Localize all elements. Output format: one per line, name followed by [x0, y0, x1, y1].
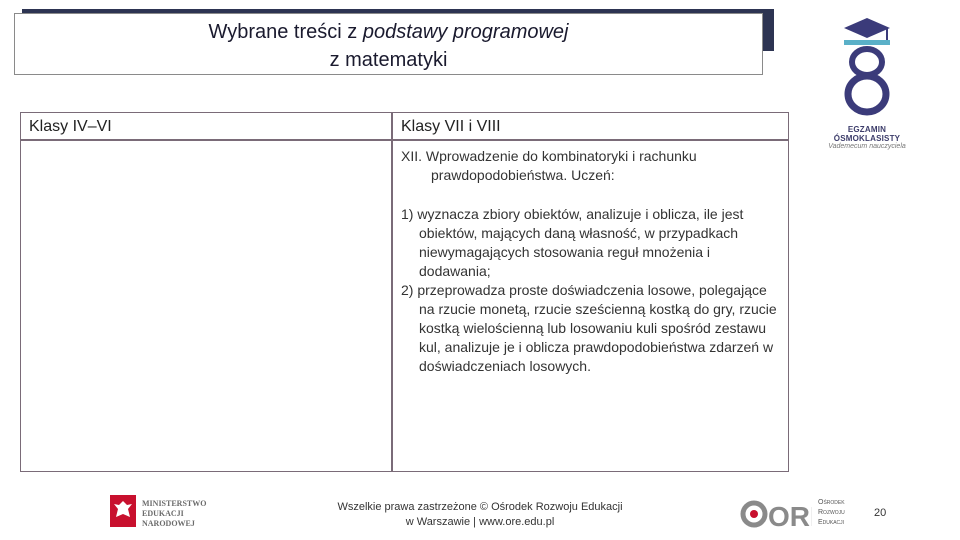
column-grades-4-6: [21, 141, 393, 471]
ministry-logo: [110, 495, 220, 531]
column-grades-7-8: [395, 143, 785, 471]
copyright-line: w Warszawie | www.ore.edu.pl: [405, 516, 555, 528]
ore-logo: [740, 496, 860, 532]
title-line2: z matematyki: [329, 49, 448, 71]
exam-logo: [826, 14, 908, 150]
page-number: 20: [874, 507, 887, 519]
header-grades-4-6: Klasy IV–VI: [21, 113, 393, 141]
polish-eagle-icon: [110, 495, 136, 527]
slide-title: [14, 13, 763, 75]
ore-line: Edukacji: [818, 519, 845, 526]
curriculum-table: [20, 112, 789, 472]
ore-wordmark-icon: [740, 496, 812, 532]
copyright-notice: [330, 500, 630, 530]
header-grades-7-8: Klasy VII i VIII: [393, 113, 788, 141]
ore-logo-text: OR: [768, 501, 810, 532]
ore-line: Rozwoju: [818, 509, 845, 516]
title-line1-italic: podstawy programowej: [362, 21, 569, 43]
list-item: 2) przeprowadza proste doświadczenia losowe, polegające na rzucie monetą, rzucie sześcienną kostką do gry, rzucie kostką wielościenną lub losowaniu kuli spośród zestawu kul, analizuje je i oblicza prawdopodobieństwa zdarzeń w doświadczeniach losowych.: [401, 282, 777, 374]
list-item: 1) wyznacza zbiory obiektów, analizuje i oblicza, ile jest obiektów, mających daną własność, w przypadkach niewymagających stosowania reguł mnożenia i dodawania;: [401, 206, 744, 279]
graduation-cap-eight-icon: [826, 14, 908, 120]
ore-line: Ośrodek: [818, 499, 845, 506]
copyright-line: Wszelkie prawa zastrzeżone © Ośrodek Rozwoju Edukacji: [337, 501, 623, 513]
logo-caption: EGZAMIN ÓSMOKLASISTY: [833, 125, 901, 143]
ministry-line: EDUKACJI: [142, 509, 184, 518]
logo-subcaption: Vademecum nauczyciela: [828, 143, 906, 150]
ministry-line: NARODOWEJ: [142, 519, 195, 528]
ministry-line: MINISTERSTWO: [142, 499, 207, 508]
section-intro: XII. Wprowadzenie do kombinatoryki i rachunku prawdopodobieństwa. Uczeń:: [401, 148, 697, 183]
title-line1-normal: Wybrane treści z: [208, 21, 363, 43]
